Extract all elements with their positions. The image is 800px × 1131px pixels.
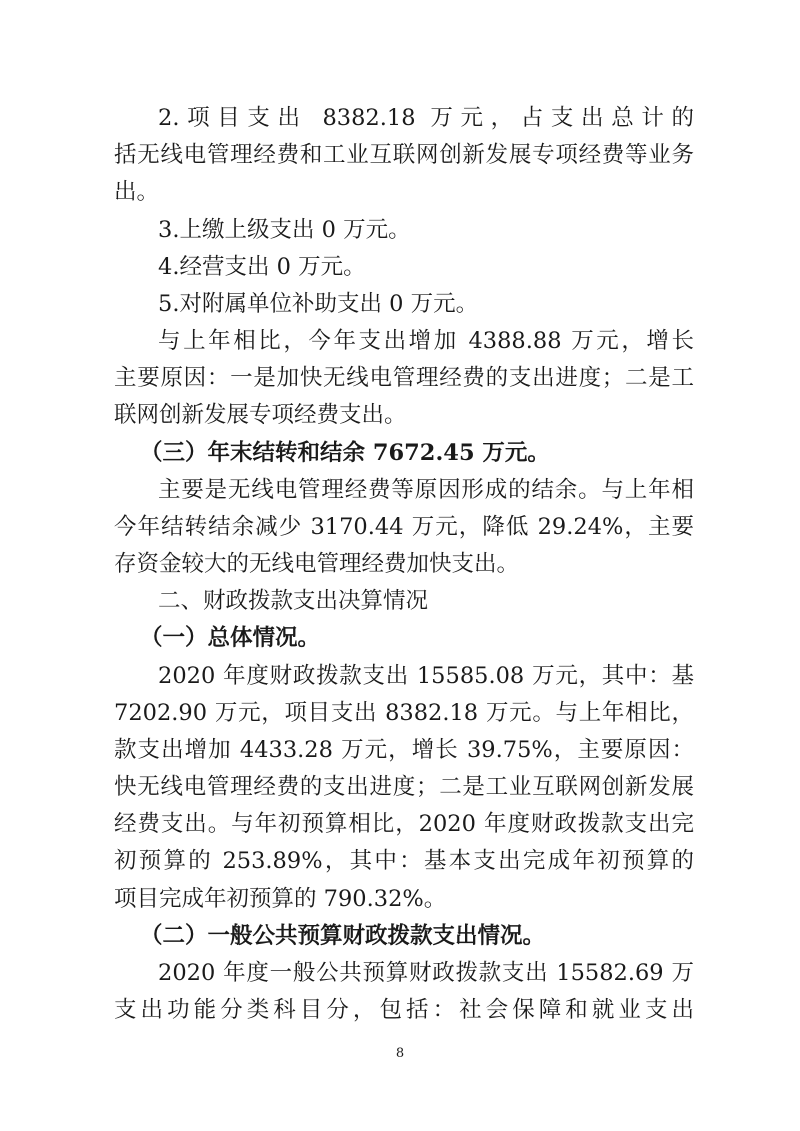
paragraph-line: 初预算的 253.89%，其中：基本支出完成年初预算的 — [114, 848, 694, 874]
list-item: 3.上缴上级支出 0 万元。 — [158, 217, 411, 243]
list-item: 5.对附属单位补助支出 0 万元。 — [158, 291, 479, 317]
paragraph-line: 7202.90 万元，项目支出 8382.18 万元。与上年相比， — [114, 700, 694, 726]
paragraph-line: 项目完成年初预算的 790.32%。 — [114, 886, 447, 912]
paragraph-line: 括无线电管理经费和工业互联网创新发展专项经费等业务 — [114, 142, 694, 168]
list-item: 4.经营支出 0 万元。 — [158, 254, 366, 280]
paragraph-line: 存资金较大的无线电管理经费加快支出。 — [114, 551, 520, 577]
paragraph-line: 2.项目支出 8382.18 万元，占支出总计的 — [158, 105, 694, 131]
paragraph-line: 2020 年度一般公共预算财政拨款支出 15582.69 万 — [158, 960, 694, 986]
paragraph-line: 支出功能分类科目分，包括：社会保障和就业支出 — [114, 997, 694, 1023]
section-heading: （二）一般公共预算财政拨款支出情况。 — [140, 923, 546, 949]
paragraph-line: 出。 — [114, 179, 160, 205]
section-heading: （一）总体情况。 — [140, 625, 321, 651]
paragraph-line: 今年结转结余减少 3170.44 万元，降低 29.24%，主要 — [114, 514, 694, 540]
paragraph-line: 2020 年度财政拨款支出 15585.08 万元，其中：基 — [158, 663, 694, 689]
paragraph-line: 联网创新发展专项经费支出。 — [114, 402, 407, 428]
paragraph-line: 经费支出。与年初预算相比，2020 年度财政拨款支出完 — [114, 811, 694, 837]
paragraph-line: 快无线电管理经费的支出进度；二是工业互联网创新发展 — [114, 774, 694, 800]
paragraph-line: 款支出增加 4433.28 万元，增长 39.75%，主要原因： — [114, 737, 694, 763]
paragraph-line: 主要是无线电管理经费等原因形成的结余。与上年相 — [158, 477, 694, 503]
section-heading: （三）年末结转和结余 7672.45 万元。 — [140, 440, 550, 466]
paragraph-line: 主要原因：一是加快无线电管理经费的支出进度；二是工 — [114, 365, 694, 391]
section-heading: 二、财政拨款支出决算情况 — [158, 588, 429, 614]
paragraph-line: 与上年相比，今年支出增加 4388.88 万元，增长 — [158, 328, 694, 354]
page-number: 8 — [395, 1046, 405, 1061]
